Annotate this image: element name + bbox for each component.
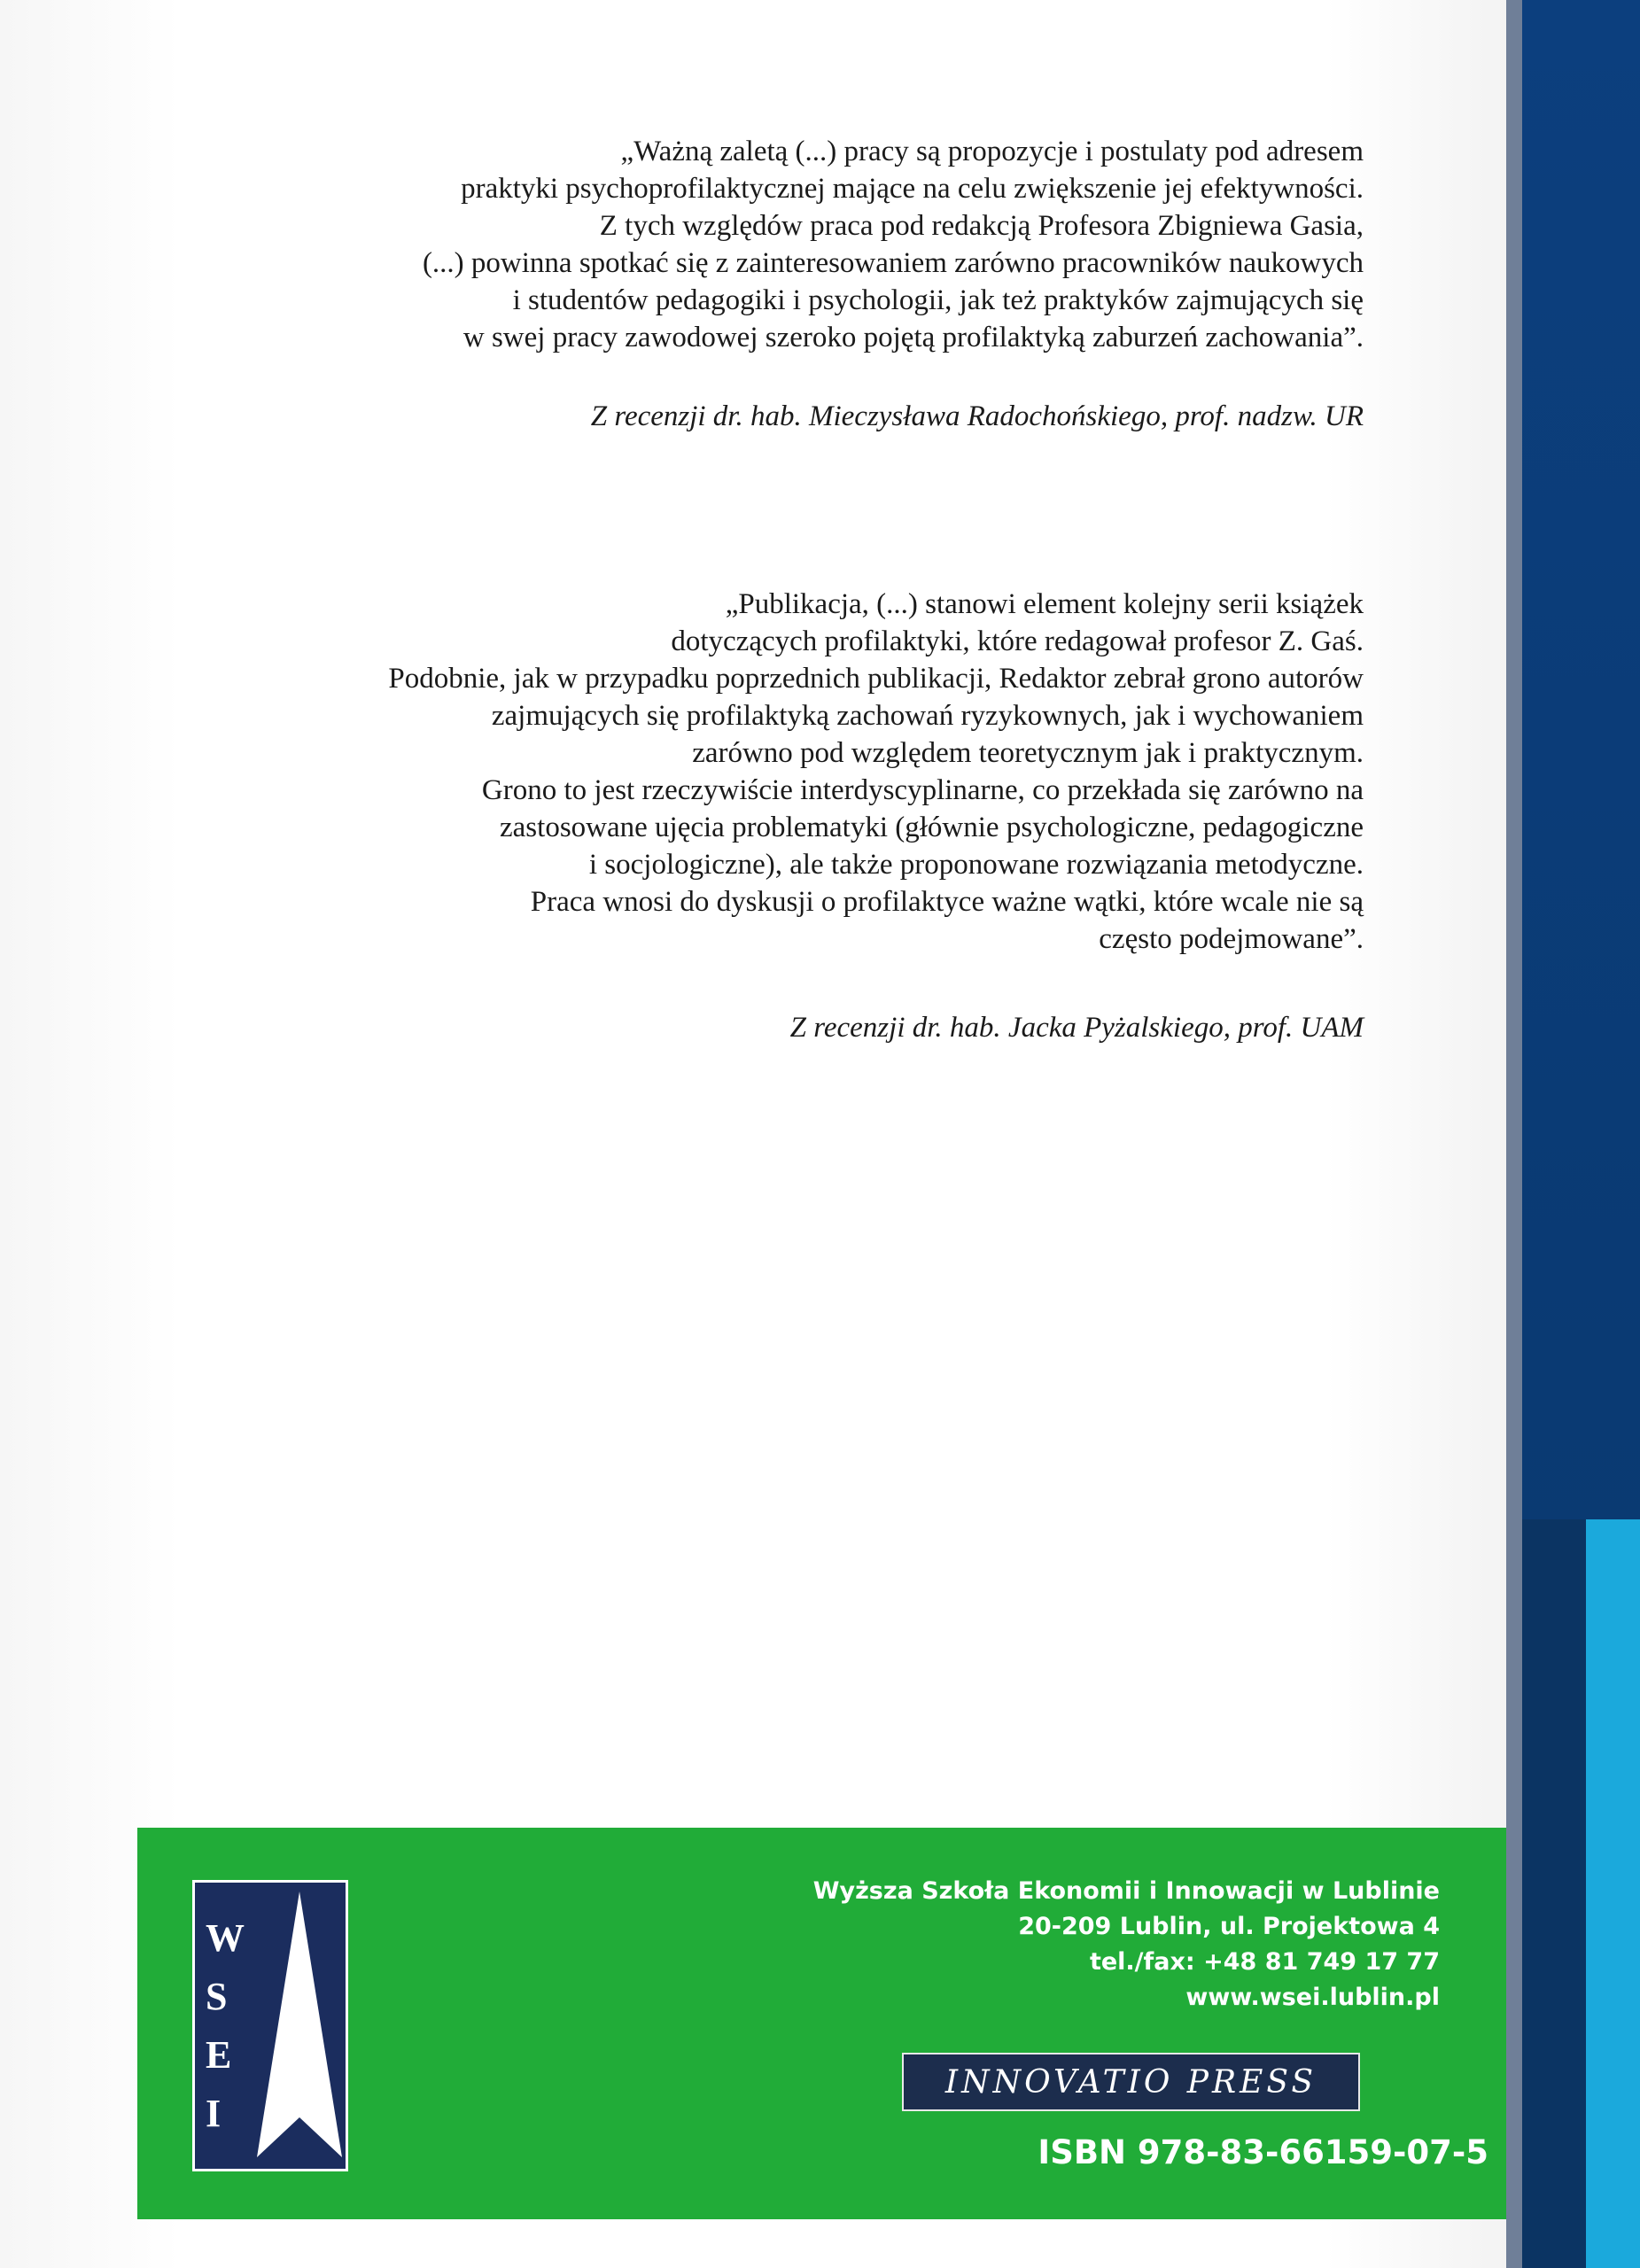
logo-letter: S bbox=[206, 1975, 228, 2018]
review-2-line: „Publikacja, (...) stanowi element kolejny serii książek bbox=[725, 588, 1364, 620]
publisher-name: Wyższa Szkoła Ekonomii i Innowacji w Lublinie bbox=[812, 1877, 1440, 1905]
review-quote-1 bbox=[423, 133, 1364, 356]
isbn-number: ISBN 978-83-66159-07-5 bbox=[1038, 2133, 1488, 2171]
review-quote-2 bbox=[388, 586, 1364, 958]
logo-letters bbox=[206, 1909, 245, 2143]
review-1-line: (...) powinna spotkać się z zainteresowaniem zarówno pracowników naukowych bbox=[422, 247, 1364, 279]
review-2-attribution: Z recenzji dr. hab. Jacka Pyżalskiego, prof. UAM bbox=[789, 1012, 1364, 1044]
review-2-line: Podobnie, jak w przypadku poprzednich publikacji, Redaktor zebrał grono autorów bbox=[388, 663, 1364, 695]
review-1-line: praktyki psychoprofilaktycznej mające na celu zwiększenie jej efektywności. bbox=[461, 173, 1364, 205]
imprint-name: INNOVATIO PRESS bbox=[944, 2063, 1317, 2101]
spine-dark-stripe bbox=[1522, 1519, 1586, 2268]
review-1-line: w swej pracy zawodowej szeroko pojętą profilaktyką zaburzeń zachowania”. bbox=[462, 322, 1364, 353]
review-2-line: zajmujących się profilaktyką zachowań ryzykownych, jak i wychowaniem bbox=[491, 700, 1364, 732]
publisher-phone: tel./fax: +48 81 749 17 77 bbox=[1089, 1948, 1440, 1976]
review-2-line: Grono to jest rzeczywiście interdyscyplinarne, co przekłada się zarówno na bbox=[481, 774, 1364, 806]
review-1-line: „Ważną zaletą (...) pracy są propozycje i postulaty pod adresem bbox=[620, 136, 1364, 167]
publisher-contact bbox=[813, 1874, 1440, 2016]
logo-letter: I bbox=[206, 2092, 222, 2135]
spine-edge bbox=[1506, 0, 1524, 2268]
spine-cyan-stripe bbox=[1586, 1519, 1640, 2268]
publisher-website[interactable]: www.wsei.lublin.pl bbox=[1185, 1984, 1440, 2011]
wsei-logo bbox=[192, 1880, 348, 2171]
review-2-line: często podejmowane”. bbox=[1099, 923, 1364, 955]
logo-letter: E bbox=[206, 2033, 232, 2077]
logo-letter: W bbox=[206, 1916, 245, 1960]
arrow-icon bbox=[257, 1891, 342, 2166]
review-2-line: zastosowane ujęcia problematyki (głównie psychologiczne, pedagogiczne bbox=[500, 812, 1364, 843]
review-2-line: i socjologiczne), ale także proponowane rozwiązania metodyczne. bbox=[588, 849, 1364, 881]
review-2-line: zarówno pod względem teoretycznym jak i praktycznym. bbox=[692, 737, 1364, 769]
review-1-line: i studentów pedagogiki i psychologii, jak też praktyków zajmujących się bbox=[512, 284, 1364, 316]
review-1-line: Z tych względów praca pod redakcją Profesora Zbigniewa Gasia, bbox=[599, 210, 1364, 242]
review-1-attribution: Z recenzji dr. hab. Mieczysława Radochońskiego, prof. nadzw. UR bbox=[590, 400, 1364, 432]
innovatio-press-logo bbox=[902, 2053, 1360, 2111]
review-2-line: Praca wnosi do dyskusji o profilaktyce ważne wątki, które wcale nie są bbox=[530, 886, 1364, 918]
publisher-address: 20-209 Lublin, ul. Projektowa 4 bbox=[1018, 1913, 1440, 1940]
review-2-line: dotyczących profilaktyki, które redagował profesor Z. Gaś. bbox=[671, 625, 1364, 657]
